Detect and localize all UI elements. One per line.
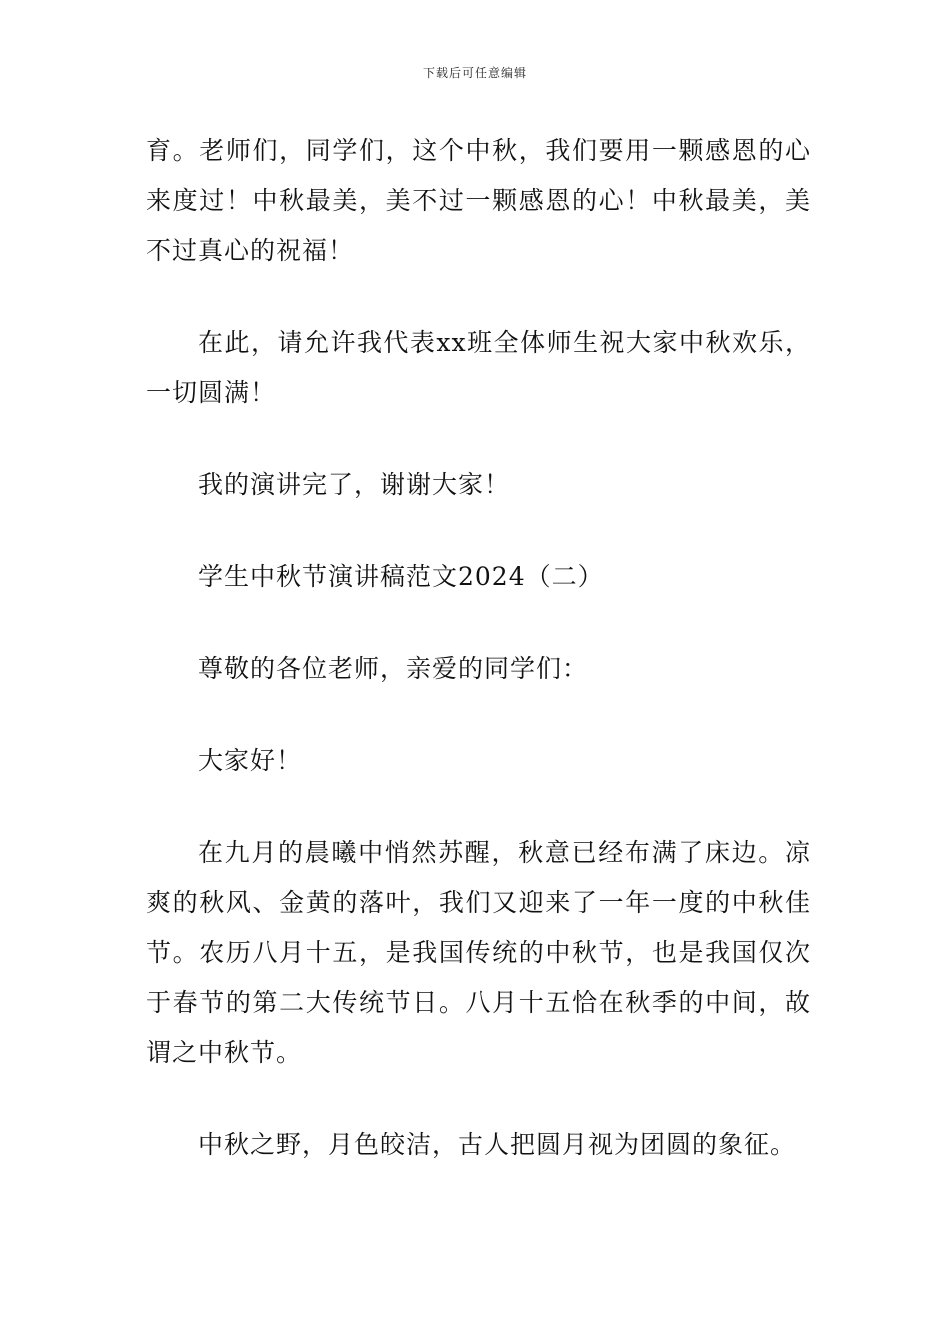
paragraph-2: 在此，请允许我代表xx班全体师生祝大家中秋欢乐，一切圆满！ [146,328,811,407]
paragraph-8: 中秋之野，月色皎洁，古人把圆月视为团圆的象征。 [198,1130,797,1159]
paragraph-3: 我的演讲完了，谢谢大家！ [198,470,511,499]
salutation: 尊敬的各位老师，亲爱的同学们： [198,654,589,683]
paragraph-7: 在九月的晨曦中悄然苏醒，秋意已经布满了床边。凉爽的秋风、金黄的落叶，我们又迎来了一年一度的中秋佳节。农历八月十五，是我国传统的中秋节，也是我国仅次于春节的第二大传统节日。八月十五恰在秋季的中间，故谓之中秋节。 [146,838,811,1067]
document-body [146,126,811,1170]
paragraph-1: 育。老师们，同学们，这个中秋，我们要用一颗感恩的心来度过！中秋最美，美不过一颗感恩的心！中秋最美，美不过真心的祝福！ [146,136,811,265]
greeting: 大家好！ [198,746,303,775]
section-title: 学生中秋节演讲稿范文2024（二） [198,562,604,591]
page-header-note: 下载后可任意编辑 [422,66,527,80]
